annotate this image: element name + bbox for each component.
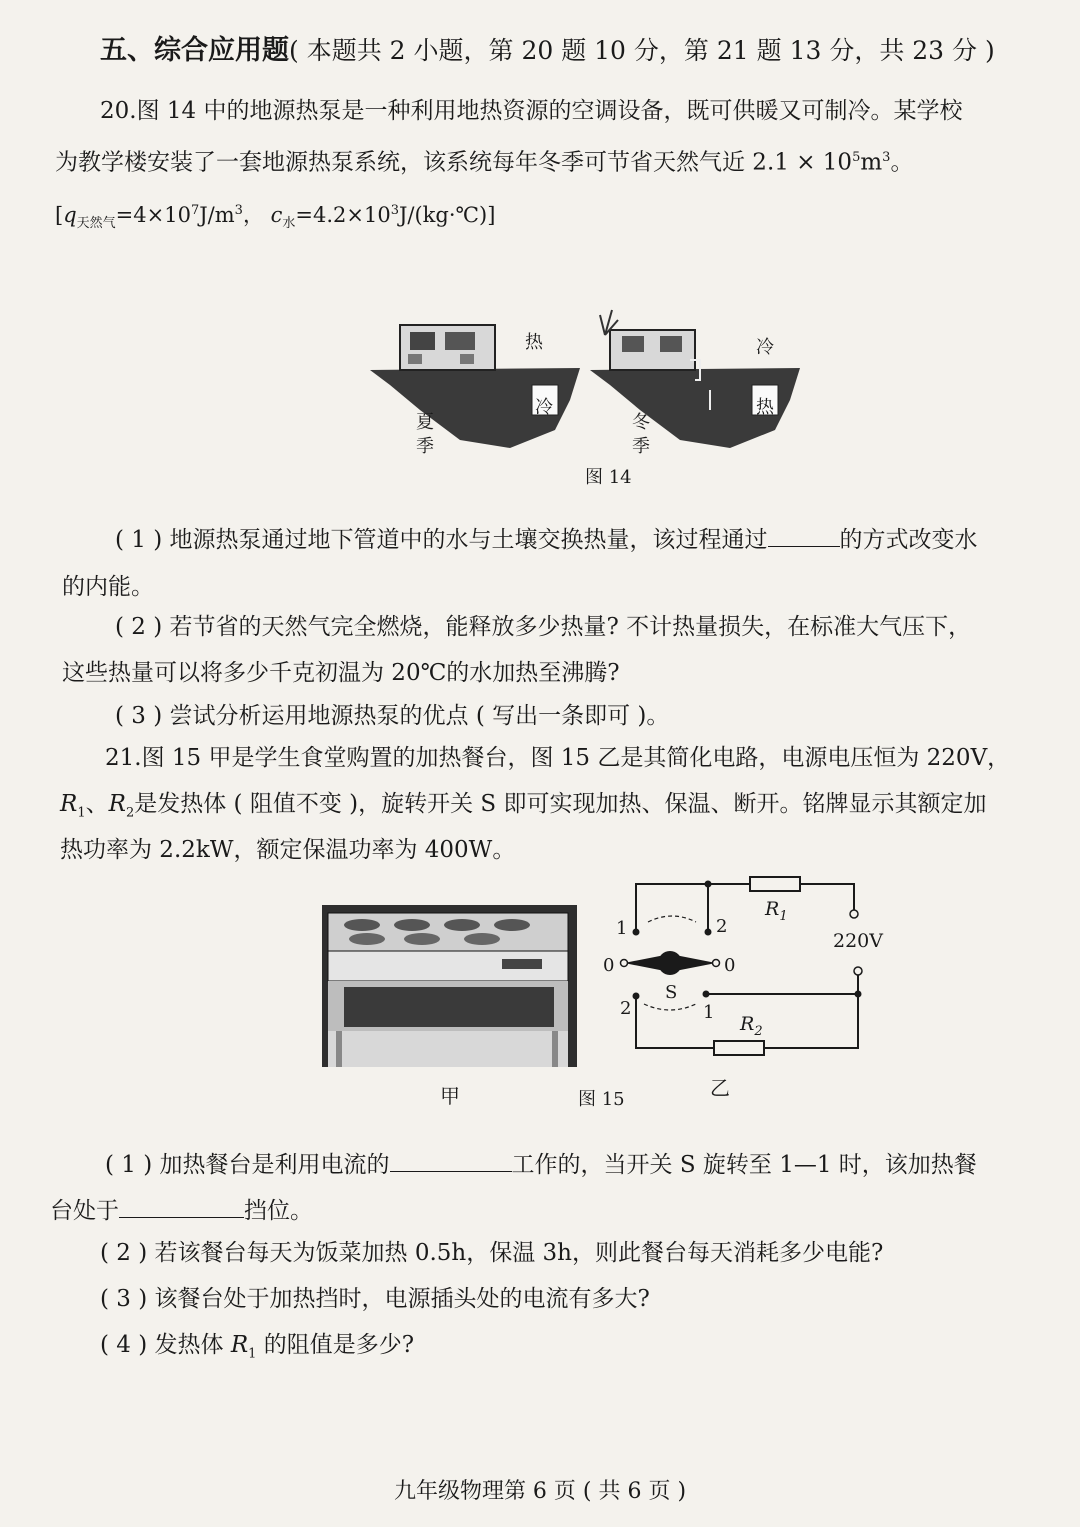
- q21-part1: ( 1 ) 加热餐台是利用电流的 工作的，当开关 S 旋转至 1—1 时，该加热餐: [105, 1149, 977, 1180]
- q21-intro-line3: 热功率为 2.2kW，额定保温功率为 400W。: [60, 837, 516, 863]
- section-title: 五、综合应用题( 本题共 2 小题，第 20 题 10 分，第 21 题 13 分，共 23 分 ): [100, 35, 995, 66]
- fig14-summer-hot: 热: [525, 332, 543, 353]
- fig14-winter-hot: 热: [756, 397, 774, 418]
- section-note: ( 本题共 2 小题，第 20 题 10 分，第 21 题 13 分，共 23 分 ): [289, 36, 995, 65]
- terminal-0-right: 0: [724, 955, 736, 976]
- q20-intro-line2: 为教学楼安装了一套地源热泵系统，该系统每年冬季可节省天然气近 $2.1 \times 10^5m^3$。: [55, 149, 914, 176]
- terminal-1-top: 1: [616, 918, 628, 939]
- q20-part3: ( 3 ) 尝试分析运用地源热泵的优点 ( 写出一条即可 )。: [115, 703, 670, 729]
- q20-part1-blank[interactable]: [768, 524, 840, 547]
- fig14-winter-label-1: 冬: [632, 412, 650, 433]
- fig15-label-yi: 乙: [710, 1076, 730, 1100]
- page-footer: 九年级物理第 6 页 ( 共 6 页 ): [393, 1479, 687, 1504]
- figure-15-jia-counter: [322, 905, 577, 1067]
- terminal-2-bottom: 2: [620, 998, 632, 1019]
- terminal-0-left: 0: [603, 955, 615, 976]
- q20-part2-line1: ( 2 ) 若节省的天然气完全燃烧，能释放多少热量? 不计热量损失，在标准大气压下，: [115, 614, 972, 640]
- circuit-voltage-label: 220V: [833, 930, 883, 952]
- fig15-label-jia: 甲: [440, 1084, 460, 1108]
- q21-part4: ( 4 ) 发热体 $R_1$ 的阻值是多少?: [100, 1332, 415, 1362]
- power-terminal-top: [850, 910, 858, 918]
- terminal-2-top: 2: [716, 916, 728, 937]
- circuit-switch-label: S: [665, 982, 678, 1003]
- q20-constants: [$q_{天然气}=4\times 10^7J/m^3$， $c_水=4.2\times 10^3J/(kg\cdot℃)$]: [55, 203, 496, 232]
- q21-intro-line2: $R_1$、$R_2$是发热体 ( 阻值不变 )，旋转开关 S 即可实现加热、保温、断开。铭牌显示其额定加: [60, 791, 987, 821]
- fig14-summer-cold: 冷: [535, 397, 553, 418]
- terminal-1-bottom: 1: [703, 1002, 715, 1023]
- circuit-r1-label: $R_1$: [765, 898, 788, 924]
- resistor-r1: [750, 877, 800, 891]
- fig15-caption: 图 15: [578, 1089, 625, 1110]
- q21-part1-cont: 台处于 挡位。: [50, 1195, 313, 1226]
- q21-part1-blank2[interactable]: [119, 1195, 244, 1218]
- fig14-summer-label-2: 季: [416, 436, 434, 457]
- q21-intro-line1: 21.图 15 甲是学生食堂购置的加热餐台，图 15 乙是其简化电路，电源电压恒为 220V，: [105, 745, 1011, 771]
- q20-part1-cont: 的内能。: [62, 574, 154, 600]
- fig14-summer-label-1: 夏: [416, 412, 434, 433]
- q20-part1: ( 1 ) 地源热泵通过地下管道中的水与土壤交换热量，该过程通过 的方式改变水: [115, 524, 978, 555]
- circuit-r2-label: $R_2$: [740, 1013, 763, 1039]
- power-terminal-bottom: [854, 967, 862, 975]
- q20-part2-line2: 这些热量可以将多少千克初温为 20℃的水加热至沸腾?: [62, 660, 620, 686]
- fig14-caption: 图 14: [585, 467, 632, 488]
- q20-intro-line1: 20.图 14 中的地源热泵是一种利用地热资源的空调设备，既可供暖又可制冷。某学校: [100, 98, 963, 124]
- resistor-r2: [714, 1041, 764, 1055]
- q21-part2: ( 2 ) 若该餐台每天为饭菜加热 0.5h，保温 3h，则此餐台每天消耗多少电能?: [100, 1240, 884, 1266]
- fig14-winter-cold: 冷: [756, 337, 774, 358]
- q21-part1-blank1[interactable]: [390, 1149, 512, 1172]
- fig14-winter-label-2: 季: [632, 436, 650, 457]
- q21-part3: ( 3 ) 该餐台处于加热挡时，电源插头处的电流有多大?: [100, 1286, 650, 1312]
